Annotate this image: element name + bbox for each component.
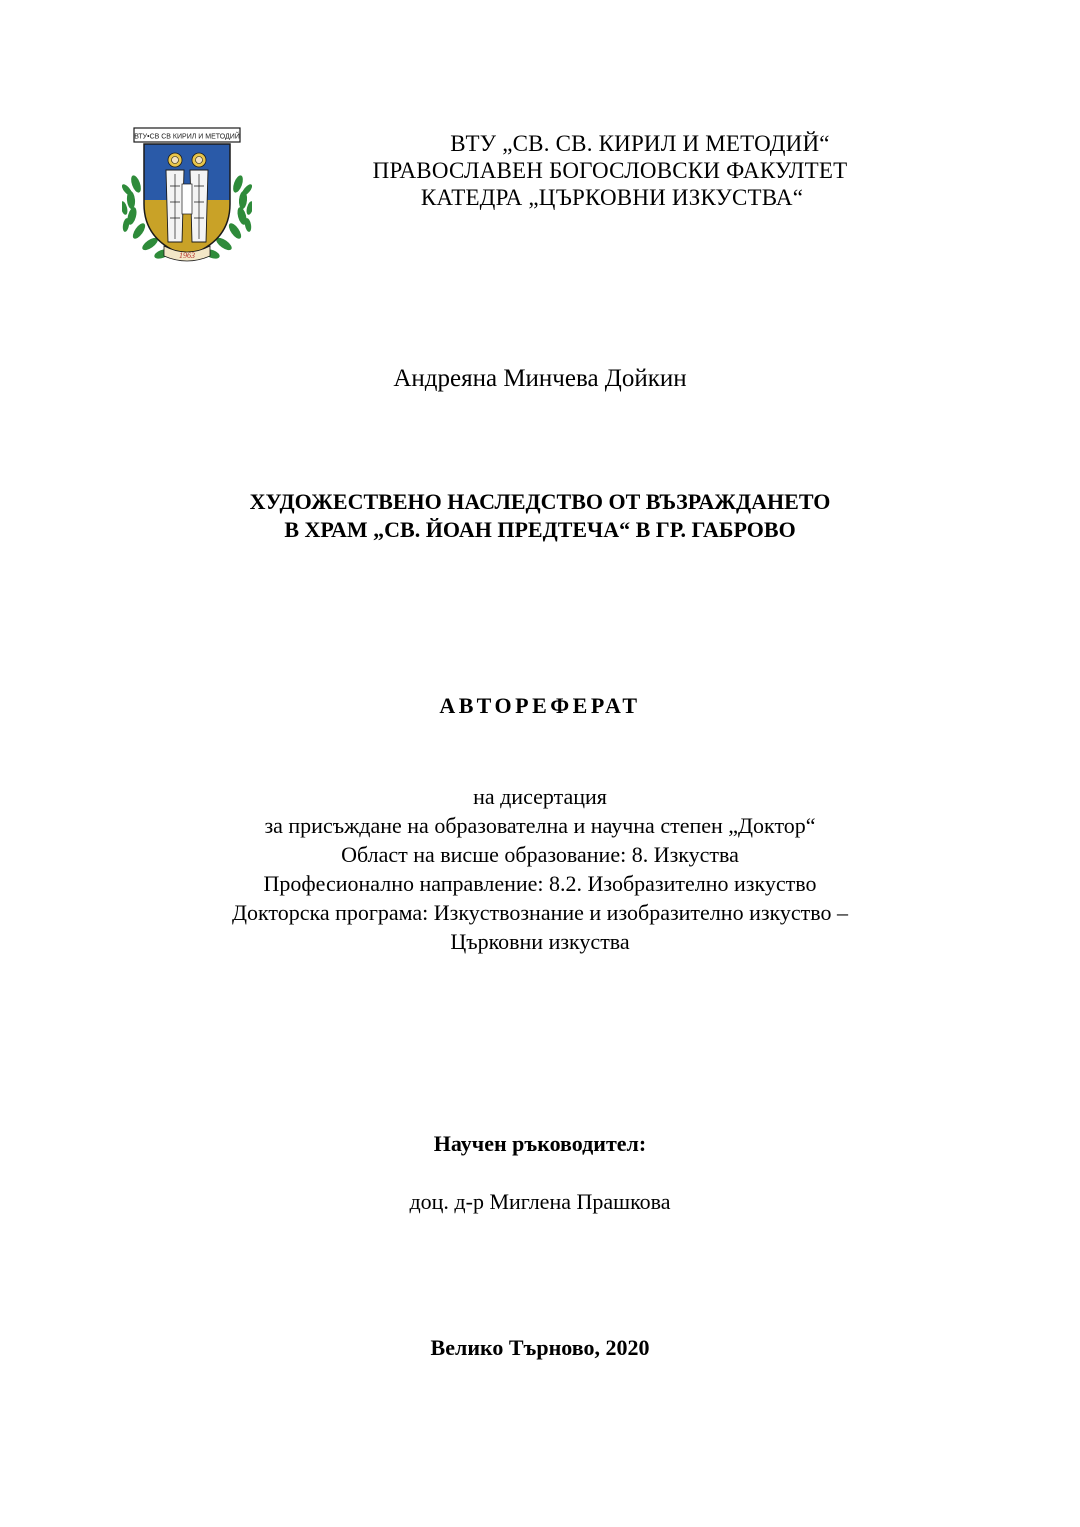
supervisor-name: доц. д-р Миглена Прашкова <box>409 1189 671 1214</box>
place-and-year: Велико Търново, 2020 <box>430 1335 650 1360</box>
university-crest-logo <box>122 124 252 266</box>
title-line-1: ХУДОЖЕСТВЕНО НАСЛЕДСТВО ОТ ВЪЗРАЖДАНЕТО <box>249 489 831 514</box>
institution-header <box>300 130 920 211</box>
dissertation-description <box>0 782 1080 956</box>
author-name: Андреяна Минчева Дойкин <box>393 365 687 392</box>
crest-banner-text: ВТУ•СВ СВ КИРИЛ И МЕТОДИЙ <box>134 133 240 141</box>
dissertation-title <box>0 488 1080 544</box>
title-line-2: В ХРАМ „СВ. ЙОАН ПРЕДТЕЧА“ В ГР. ГАБРОВО <box>284 517 796 542</box>
description-line-2: за присъждане на образователна и научна степен „Доктор“ <box>264 813 816 838</box>
description-line-6: Църковни изкуства <box>450 929 630 954</box>
description-line-5: Докторска програма: Изкуствознание и изобразително изкуство – <box>231 900 849 925</box>
description-line-4: Професионално направление: 8.2. Изобразително изкуство <box>263 871 817 896</box>
faculty-name: ПРАВОСЛАВЕН БОГОСЛОВСКИ ФАКУЛТЕТ <box>372 158 848 183</box>
document-type: АВТОРЕФЕРАТ <box>439 693 641 718</box>
description-line-1: на дисертация <box>473 784 607 809</box>
supervisor-label: Научен ръководител: <box>433 1131 647 1156</box>
department-name: КАТЕДРА „ЦЪРКОВНИ ИЗКУСТВА“ <box>420 185 804 210</box>
crest-year-text: 1963 <box>179 251 195 260</box>
university-name: ВТУ „СВ. СВ. КИРИЛ И МЕТОДИЙ“ <box>450 131 830 156</box>
description-line-3: Област на висше образование: 8. Изкуства <box>341 842 739 867</box>
